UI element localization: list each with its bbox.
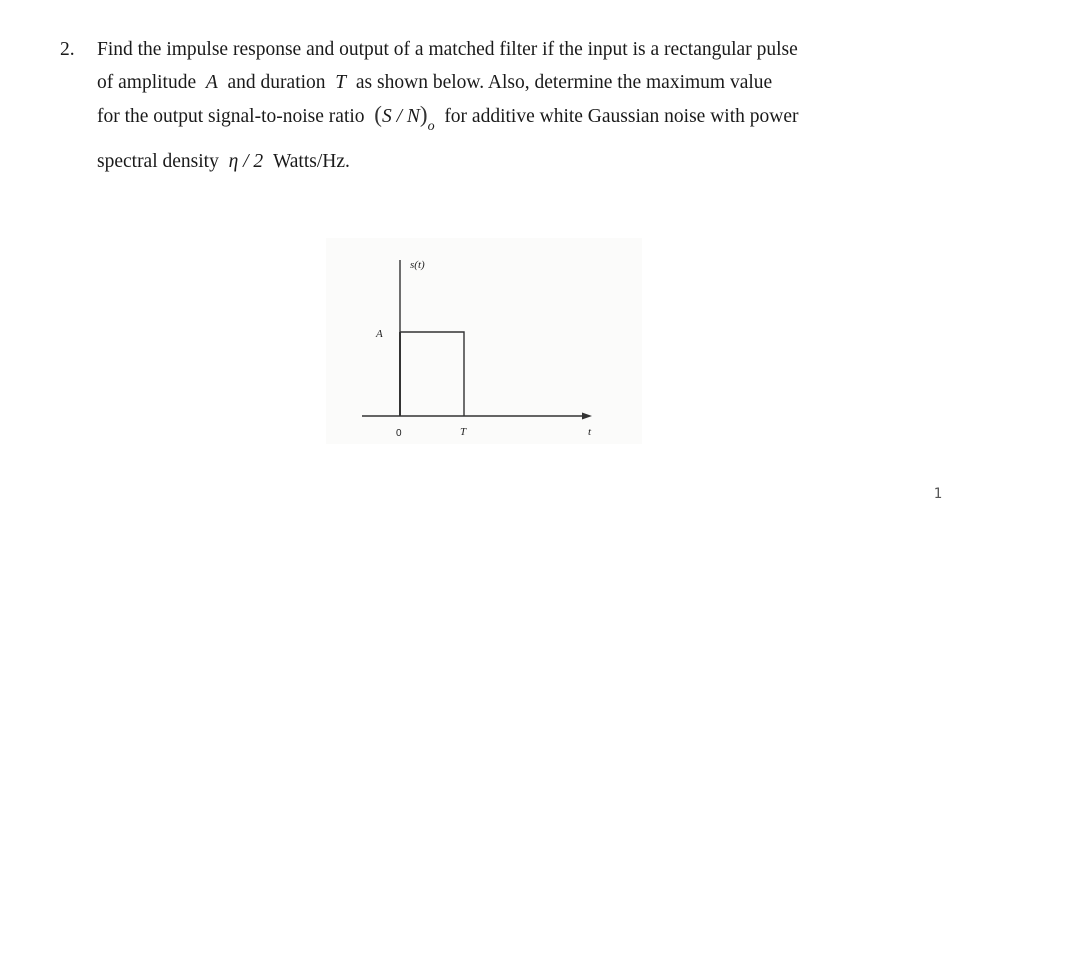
origin-label: 0 xyxy=(396,428,402,439)
page-number: 1 xyxy=(933,486,942,502)
problem-text-7: spectral density xyxy=(97,150,219,172)
psd-symbol: η / 2 xyxy=(228,150,264,172)
problem-text-6: for additive white Gaussian noise with power xyxy=(444,106,799,127)
t-axis-label: t xyxy=(588,426,592,438)
problem-text-4: as shown below. Also, determine the maximum value xyxy=(355,71,773,93)
problem-text-8: Watts/Hz. xyxy=(272,150,350,172)
problem-text-5: for the output signal-to-noise ratio xyxy=(97,106,365,127)
rectangular-pulse xyxy=(400,332,464,416)
amplitude-symbol: A xyxy=(205,71,218,93)
snr-open-paren: ( xyxy=(374,102,382,127)
problem-text-1: Find the impulse response and output of a matched filter if the input is a rectangular pulse xyxy=(97,39,798,60)
snr-close-paren: ) xyxy=(419,102,428,127)
pulse-diagram xyxy=(326,238,642,444)
problem-line-3 xyxy=(97,99,960,136)
problem-line-2 xyxy=(97,67,960,100)
problem-text xyxy=(97,34,960,178)
amplitude-label: A xyxy=(376,328,383,340)
problem-2 xyxy=(60,34,960,178)
problem-line-1 xyxy=(97,34,960,67)
rectangular-pulse-figure xyxy=(326,238,642,444)
duration-symbol: T xyxy=(335,71,347,93)
s-axis-label: s(t) xyxy=(410,259,425,271)
problem-text-2: of amplitude xyxy=(97,71,197,93)
problem-text-3: and duration xyxy=(227,71,326,93)
snr-symbol: S / N xyxy=(381,106,420,127)
duration-label: T xyxy=(460,426,467,438)
problem-line-4 xyxy=(97,146,960,179)
snr-subscript: o xyxy=(427,119,435,134)
problem-number: 2. xyxy=(60,39,75,60)
t-axis-arrow-icon xyxy=(582,413,592,420)
